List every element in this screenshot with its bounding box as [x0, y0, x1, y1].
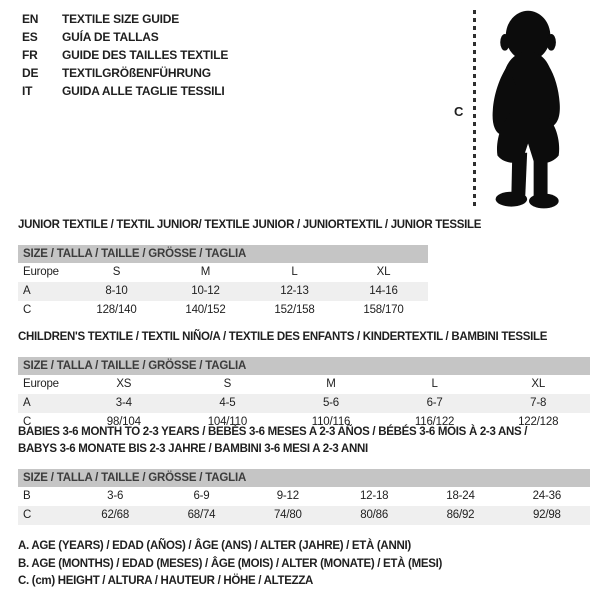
- table-row: [18, 263, 428, 282]
- language-title: GUIDE DES TAILLES TEXTILE: [62, 48, 229, 62]
- table-cell: 9-12: [276, 490, 299, 502]
- children-size-table: [18, 357, 590, 432]
- table-cell: 3-6: [107, 490, 124, 502]
- table-row: [18, 506, 590, 525]
- row-label: Europe: [23, 266, 59, 278]
- table-cell: 68/74: [187, 509, 216, 521]
- language-row: [22, 64, 228, 82]
- table-cell: 104/110: [207, 416, 248, 428]
- table-row: [18, 301, 428, 320]
- footnote-line: C. (cm) HEIGHT / ALTURA / HAUTEUR / HÖHE / ALTEZZA: [18, 575, 314, 587]
- row-label: Europe: [23, 378, 59, 390]
- table-cell: 86/92: [446, 509, 475, 521]
- table-cell: 116/122: [414, 416, 455, 428]
- table-cell: XL: [376, 266, 391, 278]
- table-cell: 122/128: [518, 416, 559, 428]
- table-cell: 4-5: [219, 397, 236, 409]
- table-cell: M: [200, 266, 211, 278]
- table-cell: 110/116: [311, 416, 351, 428]
- table-cell: 8-10: [105, 285, 128, 297]
- language-row: [22, 10, 228, 28]
- table-cell: XS: [116, 378, 132, 390]
- table-cell: 152/158: [274, 304, 315, 316]
- language-row: [22, 82, 228, 100]
- row-label: B: [23, 490, 31, 502]
- table-row: [18, 394, 590, 413]
- row-label: C: [23, 509, 32, 521]
- section-children-title: CHILDREN'S TEXTILE / TEXTIL NIÑO/A / TEXTILE DES ENFANTS / KINDERTEXTIL / BAMBINI TESSILE: [18, 331, 548, 343]
- section-junior: [18, 217, 482, 320]
- language-title: GUIDA ALLE TAGLIE TESSILI: [62, 84, 225, 98]
- table-cell: 7-8: [530, 397, 547, 409]
- table-cell: 18-24: [446, 490, 475, 502]
- table-cell: 10-12: [191, 285, 220, 297]
- language-code: ES: [22, 30, 38, 44]
- language-title: GUÍA DE TALLAS: [62, 30, 159, 44]
- table-cell: 5-6: [322, 397, 339, 409]
- language-code: IT: [22, 84, 33, 98]
- section-children: [18, 329, 590, 432]
- table-row: [18, 487, 590, 506]
- table-cell: 6-9: [193, 490, 210, 502]
- language-code: DE: [22, 66, 39, 80]
- table-cell: XL: [531, 378, 546, 390]
- section-junior-title: JUNIOR TEXTILE / TEXTIL JUNIOR/ TEXTILE JUNIOR / JUNIORTEXTIL / JUNIOR TESSILE: [18, 219, 482, 231]
- size-header-bar: SIZE / TALLA / TAILLE / GRÖSSE / TAGLIA: [18, 357, 590, 375]
- table-cell: L: [291, 266, 298, 278]
- language-row: [22, 28, 228, 46]
- size-header-bar: SIZE / TALLA / TAILLE / GRÖSSE / TAGLIA: [18, 469, 590, 487]
- language-title: TEXTILE SIZE GUIDE: [62, 12, 180, 26]
- table-cell: 92/98: [532, 509, 561, 521]
- table-cell: 98/104: [106, 416, 141, 428]
- table-cell: 140/152: [185, 304, 226, 316]
- language-code: FR: [22, 48, 38, 62]
- row-label: A: [23, 397, 31, 409]
- section-babies-title-line2: BABYS 3-6 MONATE BIS 2-3 JAHRE / BAMBINI 3-6 MESI A 2-3 ANNI: [18, 443, 368, 455]
- babies-size-table: [18, 469, 590, 525]
- table-cell: 6-7: [426, 397, 443, 409]
- junior-size-table: [18, 245, 428, 320]
- table-cell: 12-18: [359, 490, 389, 502]
- table-row: [18, 375, 590, 394]
- table-cell: S: [223, 378, 232, 390]
- row-label: C: [23, 304, 32, 316]
- baby-silhouette-icon: [484, 8, 574, 214]
- row-label: C: [23, 416, 32, 428]
- footnote-legend: [18, 538, 442, 591]
- table-cell: L: [431, 378, 438, 390]
- section-babies: [18, 424, 590, 525]
- size-header-bar: SIZE / TALLA / TAILLE / GRÖSSE / TAGLIA: [18, 245, 428, 263]
- table-cell: 62/68: [101, 509, 130, 521]
- table-cell: 158/170: [363, 304, 404, 316]
- table-cell: S: [112, 266, 121, 278]
- language-code: EN: [22, 12, 39, 26]
- table-cell: M: [326, 378, 336, 390]
- baby-figure: [450, 8, 582, 216]
- table-cell: 80/86: [360, 509, 389, 521]
- height-dashed-line: [473, 10, 476, 208]
- language-list: [22, 10, 228, 100]
- language-row: [22, 46, 228, 64]
- footnote-line: B. AGE (MONTHS) / EDAD (MESES) / ÂGE (MOIS) / ALTER (MONATE) / ETÀ (MESI): [18, 557, 443, 570]
- table-cell: 128/140: [96, 304, 137, 316]
- height-measure-label: C: [454, 104, 464, 119]
- table-cell: 12-13: [280, 285, 309, 297]
- row-label: A: [23, 285, 31, 297]
- language-title: TEXTILGRÖßENFÜHRUNG: [62, 66, 211, 80]
- table-cell: 3-4: [115, 397, 132, 409]
- table-cell: 24-36: [532, 490, 562, 502]
- section-babies-title-line1: BABIES 3-6 MONTH TO 2-3 YEARS / BEBÉS 3-6 MESES A 2-3 AÑOS / BÉBÉS 3-6 MOIS À 2-3 ANS /: [18, 426, 528, 438]
- table-row: [18, 282, 428, 301]
- table-cell: 14-16: [369, 285, 398, 297]
- footnote-line: A. AGE (YEARS) / EDAD (AÑOS) / ÂGE (ANS) / ALTER (JAHRE) / ETÀ (ANNI): [18, 540, 411, 552]
- table-cell: 74/80: [273, 509, 302, 521]
